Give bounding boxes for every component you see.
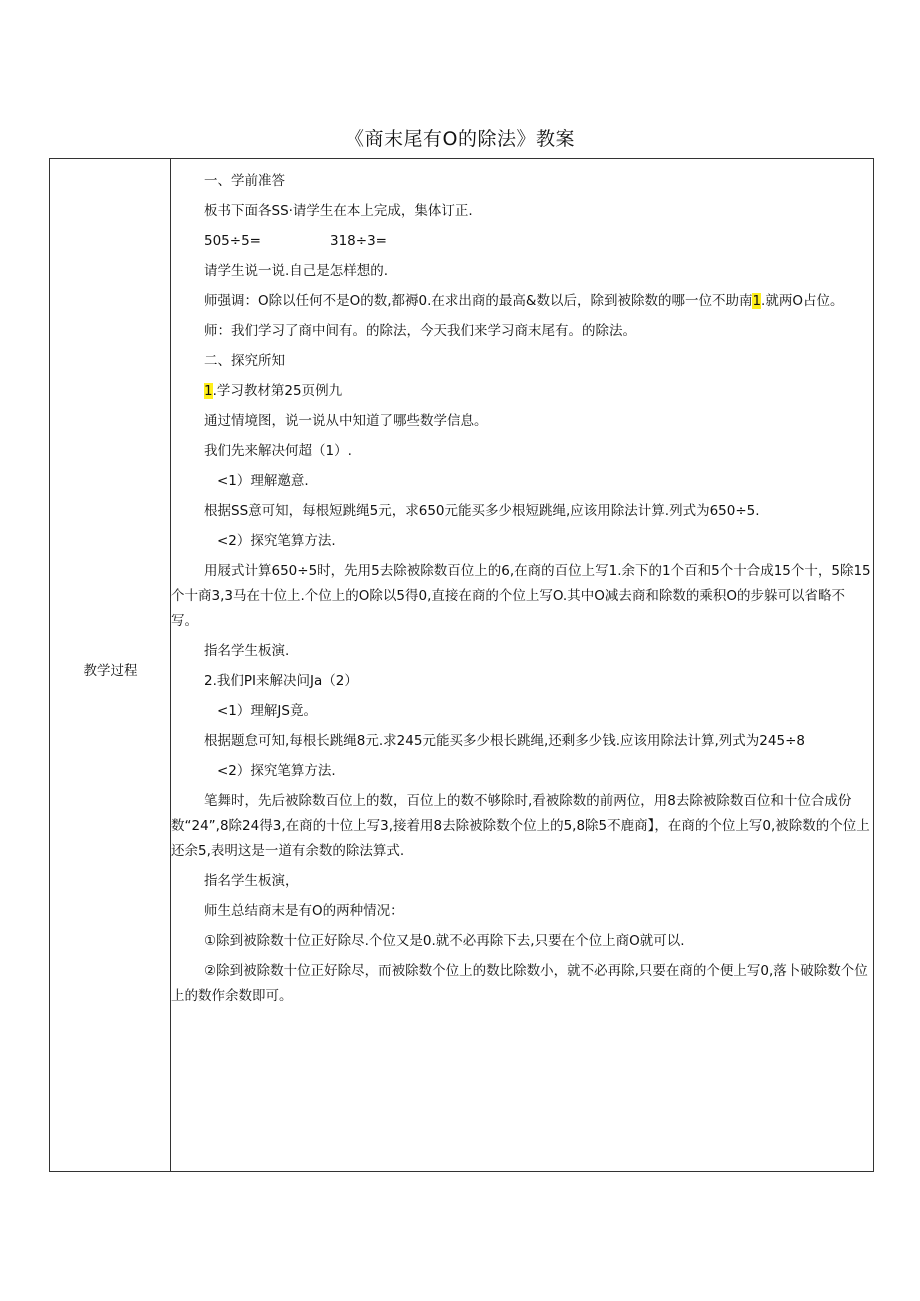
teacher-emphasis-text-a: 师强调：O除以任何不是O的数,都褥0.在求出商的最高&数以后，除到被除数的哪一位不助南 (204, 293, 753, 309)
paragraph-summary: 师生总结商末是有O的两种情况： (204, 903, 404, 919)
step-method-1: <2）探究笔算方法. (217, 533, 336, 549)
section-heading-1: 一、学前准答 (204, 173, 285, 189)
step-understand-1: <1）理解邀意. (217, 473, 309, 489)
paragraph-question-1: 我们先来解决何超（1）. (204, 443, 352, 459)
paragraph-teacher-emphasis (171, 289, 873, 314)
lesson-plan-table (49, 158, 874, 1172)
paragraph-solution-1: 根据SS意可知，每根短跳绳5元，求650元能买多少根短跳绳,应该用除法计算.列式为650÷5. (204, 503, 760, 519)
paragraph-say: 请学生说一说.自己是怎样想的. (204, 263, 389, 279)
step-understand-2: <1）理解JS竟。 (217, 703, 317, 719)
formula-a: 505÷5= (204, 233, 261, 249)
document-title: 《商末尾有O的除法》教案 (345, 128, 575, 150)
paragraph-case-1: ①除到被除数十位正好除尽.个位又是0.就不必再除下去,只要在个位上商O就可以. (204, 933, 685, 949)
paragraph-case-2: ②除到被除数十位正好除尽，而被除数个位上的数比除数小，就不必再除,只要在商的个便上写0,落卜破除数个位上的数作余数即可。 (171, 963, 868, 1004)
teacher-emphasis-text-b: .就两O占位。 (761, 293, 844, 309)
highlight-mark: 1 (204, 383, 213, 399)
paragraph-board: 板书下面各SS·请学生在本上完成，集体订正. (204, 203, 473, 219)
paragraph-scene: 通过情境图，说一说从中知道了哪些数学信息。 (204, 413, 488, 429)
paragraph-method-1: 用屐式计算650÷5时，先用5去除被除数百位上的6,在商的百位上写1.余下的1个百和5个十合成15个十，5除15个十商3,3马在十位上.个位上的O除以5得0,直接在商的个位上写O.其中O减去商和除数的乘积O的步躲可以省略不写。 (171, 563, 871, 629)
formula-b: 318÷3= (330, 233, 387, 249)
paragraph-solution-2: 根据题怠可知,每根长跳绳8元.求245元能买多少根长跳绳,还剩多少钱.应该用除法计算,列式为245÷8 (204, 733, 805, 749)
paragraph-method-2: 笔舞时，先后被除数百位上的数，百位上的数不够除时,看被除数的前两位，用8去除被除数百位和十位合成份数“24”,8除24得3,在商的十位上写3,接着用8去除被除数个位上的5,8除5不鹿商】，在商的个位上写0,被除数的个位上还余5,表明这是一道有余数的除法算式. (171, 793, 870, 859)
step-method-2: <2）探究笔算方法. (217, 763, 336, 779)
paragraph-example (171, 379, 873, 404)
section-heading-2: 二、探究所知 (204, 353, 285, 369)
teaching-process-content (171, 159, 873, 1171)
paragraph-board-demo-2: 指名学生板演， (204, 873, 299, 889)
example-text: .学习教材第25页例九 (212, 383, 343, 399)
paragraph-board-demo-1: 指名学生板演. (204, 643, 290, 659)
paragraph-intro: 师：我们学习了商中间有。的除法，今天我们来学习商末尾有。的除法。 (204, 323, 636, 339)
highlight-mark: 1 (752, 293, 762, 309)
row-label: 教学过程 (83, 663, 138, 679)
row-label-cell (50, 159, 171, 1171)
formula-row (171, 229, 873, 254)
paragraph-question-2: 2.我们PI来解决问Ja（2） (204, 673, 358, 689)
